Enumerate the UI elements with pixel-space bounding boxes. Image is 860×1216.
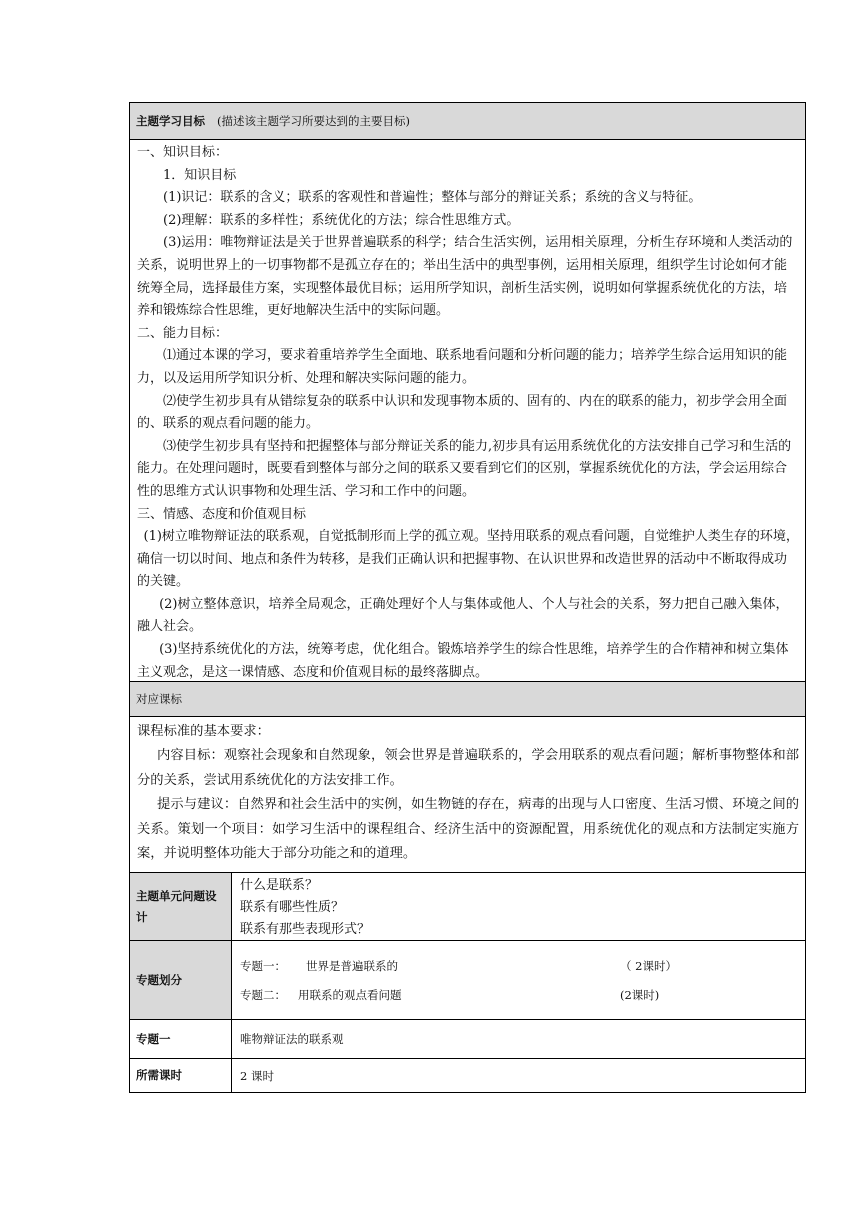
- topic-item: [240, 951, 797, 980]
- unit-questions-row: [130, 873, 805, 941]
- goals-line: 1．知识目标: [163, 167, 237, 183]
- topic-one-label: 专题一: [130, 1020, 232, 1058]
- goals-line: (2)树立整体意识，培养全局观念，正确处理好个人与集体或他人、个人与社会的关系，努力把自己融入集体，融人社会。: [137, 596, 789, 635]
- topic-title: 用联系的观点看问题: [298, 987, 402, 1002]
- standards-title: 对应课标: [136, 692, 182, 706]
- question-item: 什么是联系？: [240, 878, 319, 893]
- goals-body: [130, 140, 805, 682]
- required-hours-label: 所需课时: [130, 1059, 232, 1092]
- topic-division-label: 专题划分: [130, 941, 232, 1019]
- topic-one-row: [130, 1020, 805, 1059]
- standards-header: [130, 682, 805, 717]
- topic-number: 专题二：: [240, 987, 286, 1002]
- question-item: 联系有那些表现形式？: [240, 922, 371, 937]
- unit-questions-label: 主题单元问题设计: [130, 873, 232, 940]
- goals-line: (3)坚持系统优化的方法，统筹考虑，优化组合。锻炼培养学生的综合性思维，培养学生的合作精神和树立集体主义观念，是这一课情感、态度和价值观目标的最终落脚点。: [137, 642, 789, 680]
- standards-body: [130, 717, 805, 873]
- goals-heading-knowledge: 一、知识目标：: [137, 145, 229, 160]
- standards-line: 内容目标：观察社会现象和自然现象，领会世界是普遍联系的，学会用联系的观点看问题；解析事物整体和部分的关系，尝试用系统优化的方法安排工作。: [137, 748, 799, 788]
- goals-line: ⑶使学生初步具有坚持和把握整体与部分辩证关系的能力,初步具有运用系统优化的方法安排自己学习和生活的能力。在处理问题时，既要看到整体与部分之间的联系又要看到它们的区别，掌握系统优化的方法，学会运用综合性的思维方式认识事物和处理生活、学习和工作中的问题。: [137, 438, 792, 499]
- goals-line: (2)理解：联系的多样性；系统优化的方法；综合性思维方式。: [163, 212, 520, 228]
- topic-item: [240, 980, 797, 1009]
- topic-title: 世界是普遍联系的: [306, 958, 398, 973]
- topic-hours: (2课时): [620, 987, 660, 1002]
- goals-line: (3)运用：唯物辩证法是关于世界普遍联系的科学；结合生活实例，运用相关原理，分析生存环境和人类活动的关系，说明世界上的一切事物都不是孤立存在的；举出生活中的典型事例，运用相关原理，组织学生讨论如何才能统筹全局，选择最佳方案，实现整体最优目标；运用所学知识，剖析生活实例，说明如何掌握系统优化的方法，培养和锻炼综合性思维，更好地解决生活中的实际问题。: [137, 235, 793, 319]
- goals-line: (1)树立唯物辩证法的联系观，自觉抵制形而上学的孤立观。坚持用联系的观点看问题，自觉维护人类生存的环境，确信一切以时间、地点和条件为转移，是我们正确认识和把握事物、在认识世界和改造世界的活动中不断取得成功的关键。: [137, 529, 799, 590]
- goals-note: (描述该主题学习所要达到的主要目标): [217, 114, 410, 128]
- standards-line: 提示与建议：自然界和社会生活中的实例，如生物链的存在，病毒的出现与人口密度、生活习惯、环境之间的关系。策划一个项目：如学习生活中的课程组合、经济生活中的资源配置，用系统优化的观点和方法制定实施方案，并说明整体功能大于部分功能之和的道理。: [137, 797, 799, 862]
- goals-title: 主题学习目标: [136, 114, 205, 128]
- goals-header: [130, 103, 805, 140]
- topic-number: 专题一：: [240, 958, 286, 973]
- required-hours-row: [130, 1059, 805, 1092]
- topic-division-list: [232, 941, 805, 1019]
- topic-division-row: [130, 941, 805, 1020]
- lesson-plan-table: [129, 102, 806, 1093]
- required-hours-value: 2 课时: [240, 1068, 274, 1083]
- unit-questions-list: [232, 873, 378, 940]
- goals-line: (1)识记：联系的含义；联系的客观性和普遍性；整体与部分的辩证关系；系统的含义与特征。: [163, 190, 702, 206]
- goals-heading-values: 三、情感、态度和价值观目标: [137, 506, 307, 522]
- goals-line: ⑴通过本课的学习，要求着重培养学生全面地、联系地看问题和分析问题的能力；培养学生综合运用知识的能力，以及运用所学知识分析、处理和解决实际问题的能力。: [137, 348, 788, 386]
- question-item: 联系有哪些性质？: [240, 900, 345, 915]
- topic-one-value: 唯物辩证法的联系观: [240, 1032, 344, 1046]
- topic-hours: （ 2课时）: [620, 958, 677, 973]
- goals-line: ⑵使学生初步具有从错综复杂的联系中认识和发现事物本质的、固有的、内在的联系的能力，初步学会用全面的、联系的观点看问题的能力。: [137, 393, 788, 432]
- standards-line: 课程标准的基本要求：: [137, 724, 270, 739]
- goals-heading-ability: 二、能力目标：: [137, 325, 229, 341]
